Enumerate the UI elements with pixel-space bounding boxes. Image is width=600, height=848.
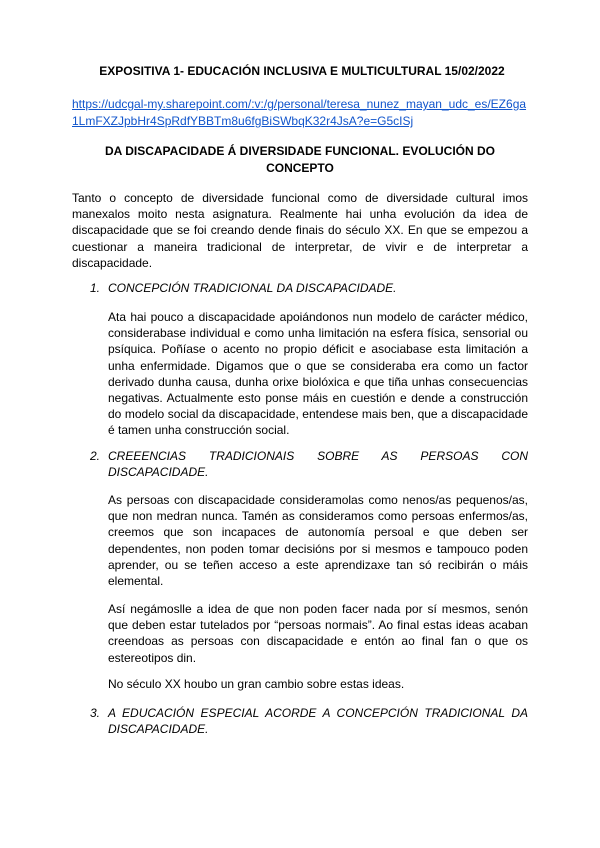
list-item-paragraph: As persoas con discapacidade consideramolas como nenos/as pequenos/as, que non medran nunca. Tamén as consideramos como persoas enfermos/as, creemos que son incapaces de autonomía persoal e que deben ser dependentes, non poden tomar decisións por si mesmos e tampouco poden aprender, ou se teñen acceso a este aprendizaxe tan só recibirán o máis elemental. [108, 493, 528, 589]
list-number: 2. [90, 449, 101, 463]
document-title: EXPOSITIVA 1- EDUCACIÓN INCLUSIVA E MULTICULTURAL 15/02/2022 [99, 64, 505, 78]
list-item-paragraph: Así negámoslle a idea de que non poden facer nada por sí mesmos, senón que deben estar tutelados por “persoas normais”. Ao final estas ideas acaban creendoas as persoas con discapacidade e entón ao final fan o que os estereotipos din. [108, 602, 528, 665]
list-number: 1. [90, 281, 101, 295]
list-item-title: A EDUCACIÓN ESPECIAL ACORDE A CONCEPCIÓN TRADICIONAL DA DISCAPACIDADE. [108, 706, 528, 737]
intro-paragraph: Tanto o concepto de diversidade funcional como de diversidade cultural imos manexalos moito nesta asignatura. Realmente hai unha evolución da idea de discapacidade que se foi creando dende finais do século XX. En que se empezou a cuestionar a maneira tradicional de interpretar, de vivir e de interpretar a discapacidade. [72, 191, 528, 270]
list-item-title: CREEENCIAS TRADICIONAIS SOBRE AS PERSOAS CON DISCAPACIDADE. [108, 449, 528, 480]
list-item-paragraph: Ata hai pouco a discapacidade apoiándonos nun modelo de carácter médico, considerabase individual e como unha limitación na esfera física, sensorial ou psíquica. Poñíase o acento no propio déficit e asociabase esta limitación a unha enfermidade. Digamos que o que se consideraba era como un factor derivado dunha causa, dunha orixe biolóxica e que tiña unhas consecuencias negativas. Actualmente esto ponse máis en cuestión e dende a construcción do modelo social da discapacidade, entendese mais ben, que a discapacidade é tamen unha construcción social. [108, 310, 528, 438]
list-item-paragraph: No século XX houbo un gran cambio sobre estas ideas. [108, 677, 405, 691]
recording-link[interactable]: https://udcgal-my.sharepoint.com/:v:/g/personal/teresa_nunez_mayan_udc_es/EZ6ga1LmFXZJpbHr4SpRdfYBBTm8u6fgBiSWbqK32r4JsA?e=G5cISj [72, 97, 527, 128]
list-number: 3. [90, 706, 101, 720]
list-item-title: CONCEPCIÓN TRADICIONAL DA DISCAPACIDADE. [108, 281, 397, 295]
section-heading: DA DISCAPACIDADE Á DIVERSIDADE FUNCIONAL. EVOLUCIÓN DO CONCEPTO [104, 144, 496, 175]
